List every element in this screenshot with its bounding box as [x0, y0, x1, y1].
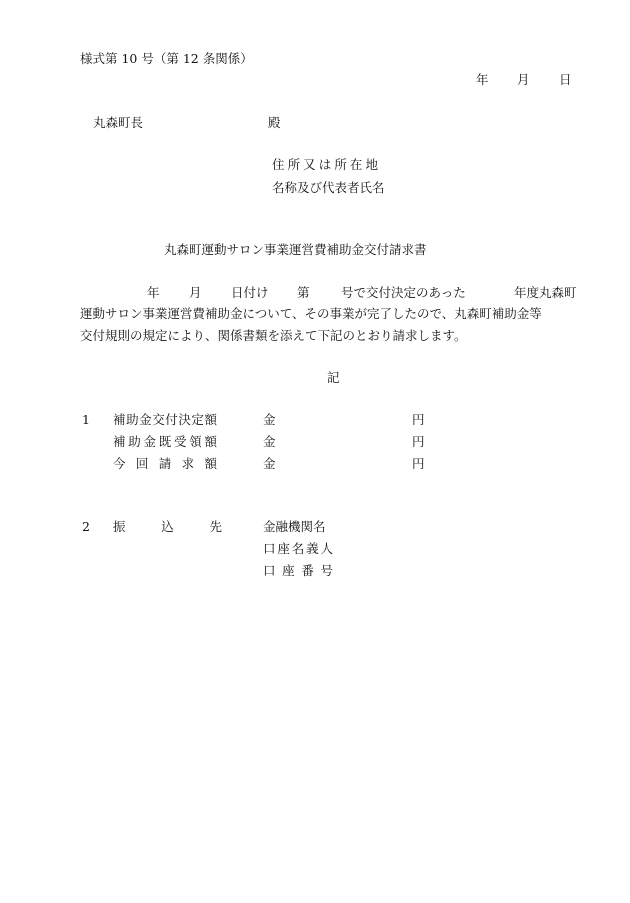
- body-line-2: 運動サロン事業運営費補助金について、その事業が完了したので、丸森町補助金等: [80, 306, 542, 321]
- date-month-label: 月: [517, 72, 530, 87]
- transfer-field-holder: 口座名義人: [263, 541, 333, 556]
- amount-prefix-decided: 金: [263, 412, 276, 427]
- transfer-label: 振込先: [113, 519, 222, 534]
- document-title: 丸森町運動サロン事業運営費補助金交付請求書: [164, 242, 427, 257]
- applicant-address-label: 住所又は所在地: [272, 157, 378, 172]
- body-go-text: 号で交付決定のあった: [341, 285, 466, 300]
- body-month: 月: [189, 285, 202, 300]
- amount-label-requested: 今回請求額: [113, 456, 217, 471]
- amount-prefix-requested: 金: [263, 456, 276, 471]
- body-dated: 日付け: [231, 285, 269, 300]
- body-fiscal-text: 年度丸森町: [514, 285, 577, 300]
- addressee-name: 丸森町長: [93, 115, 144, 130]
- date-year-label: 年: [476, 72, 489, 87]
- addressee-honorific: 殿: [268, 115, 281, 130]
- ki-label: 記: [327, 370, 340, 385]
- section-1-number: 1: [82, 412, 90, 427]
- amount-label-decided: 補助金交付決定額: [113, 412, 217, 427]
- applicant-name-label: 名称及び代表者氏名: [272, 180, 385, 195]
- body-line-3: 交付規則の規定により、関係書類を添えて下記のとおり請求します。: [80, 328, 467, 343]
- transfer-field-account: 口座番号: [263, 563, 333, 578]
- section-2-number: 2: [82, 519, 90, 534]
- amount-suffix-requested: 円: [412, 456, 425, 471]
- amount-suffix-decided: 円: [412, 412, 425, 427]
- body-year: 年: [147, 285, 160, 300]
- form-number: 様式第 10 号（第 12 条関係）: [80, 51, 253, 66]
- amount-label-received: 補助金既受領額: [113, 434, 217, 449]
- amount-prefix-received: 金: [263, 434, 276, 449]
- amount-suffix-received: 円: [412, 434, 425, 449]
- transfer-field-bank: 金融機関名: [263, 519, 326, 534]
- date-day-label: 日: [559, 72, 572, 87]
- body-dai: 第: [297, 285, 310, 300]
